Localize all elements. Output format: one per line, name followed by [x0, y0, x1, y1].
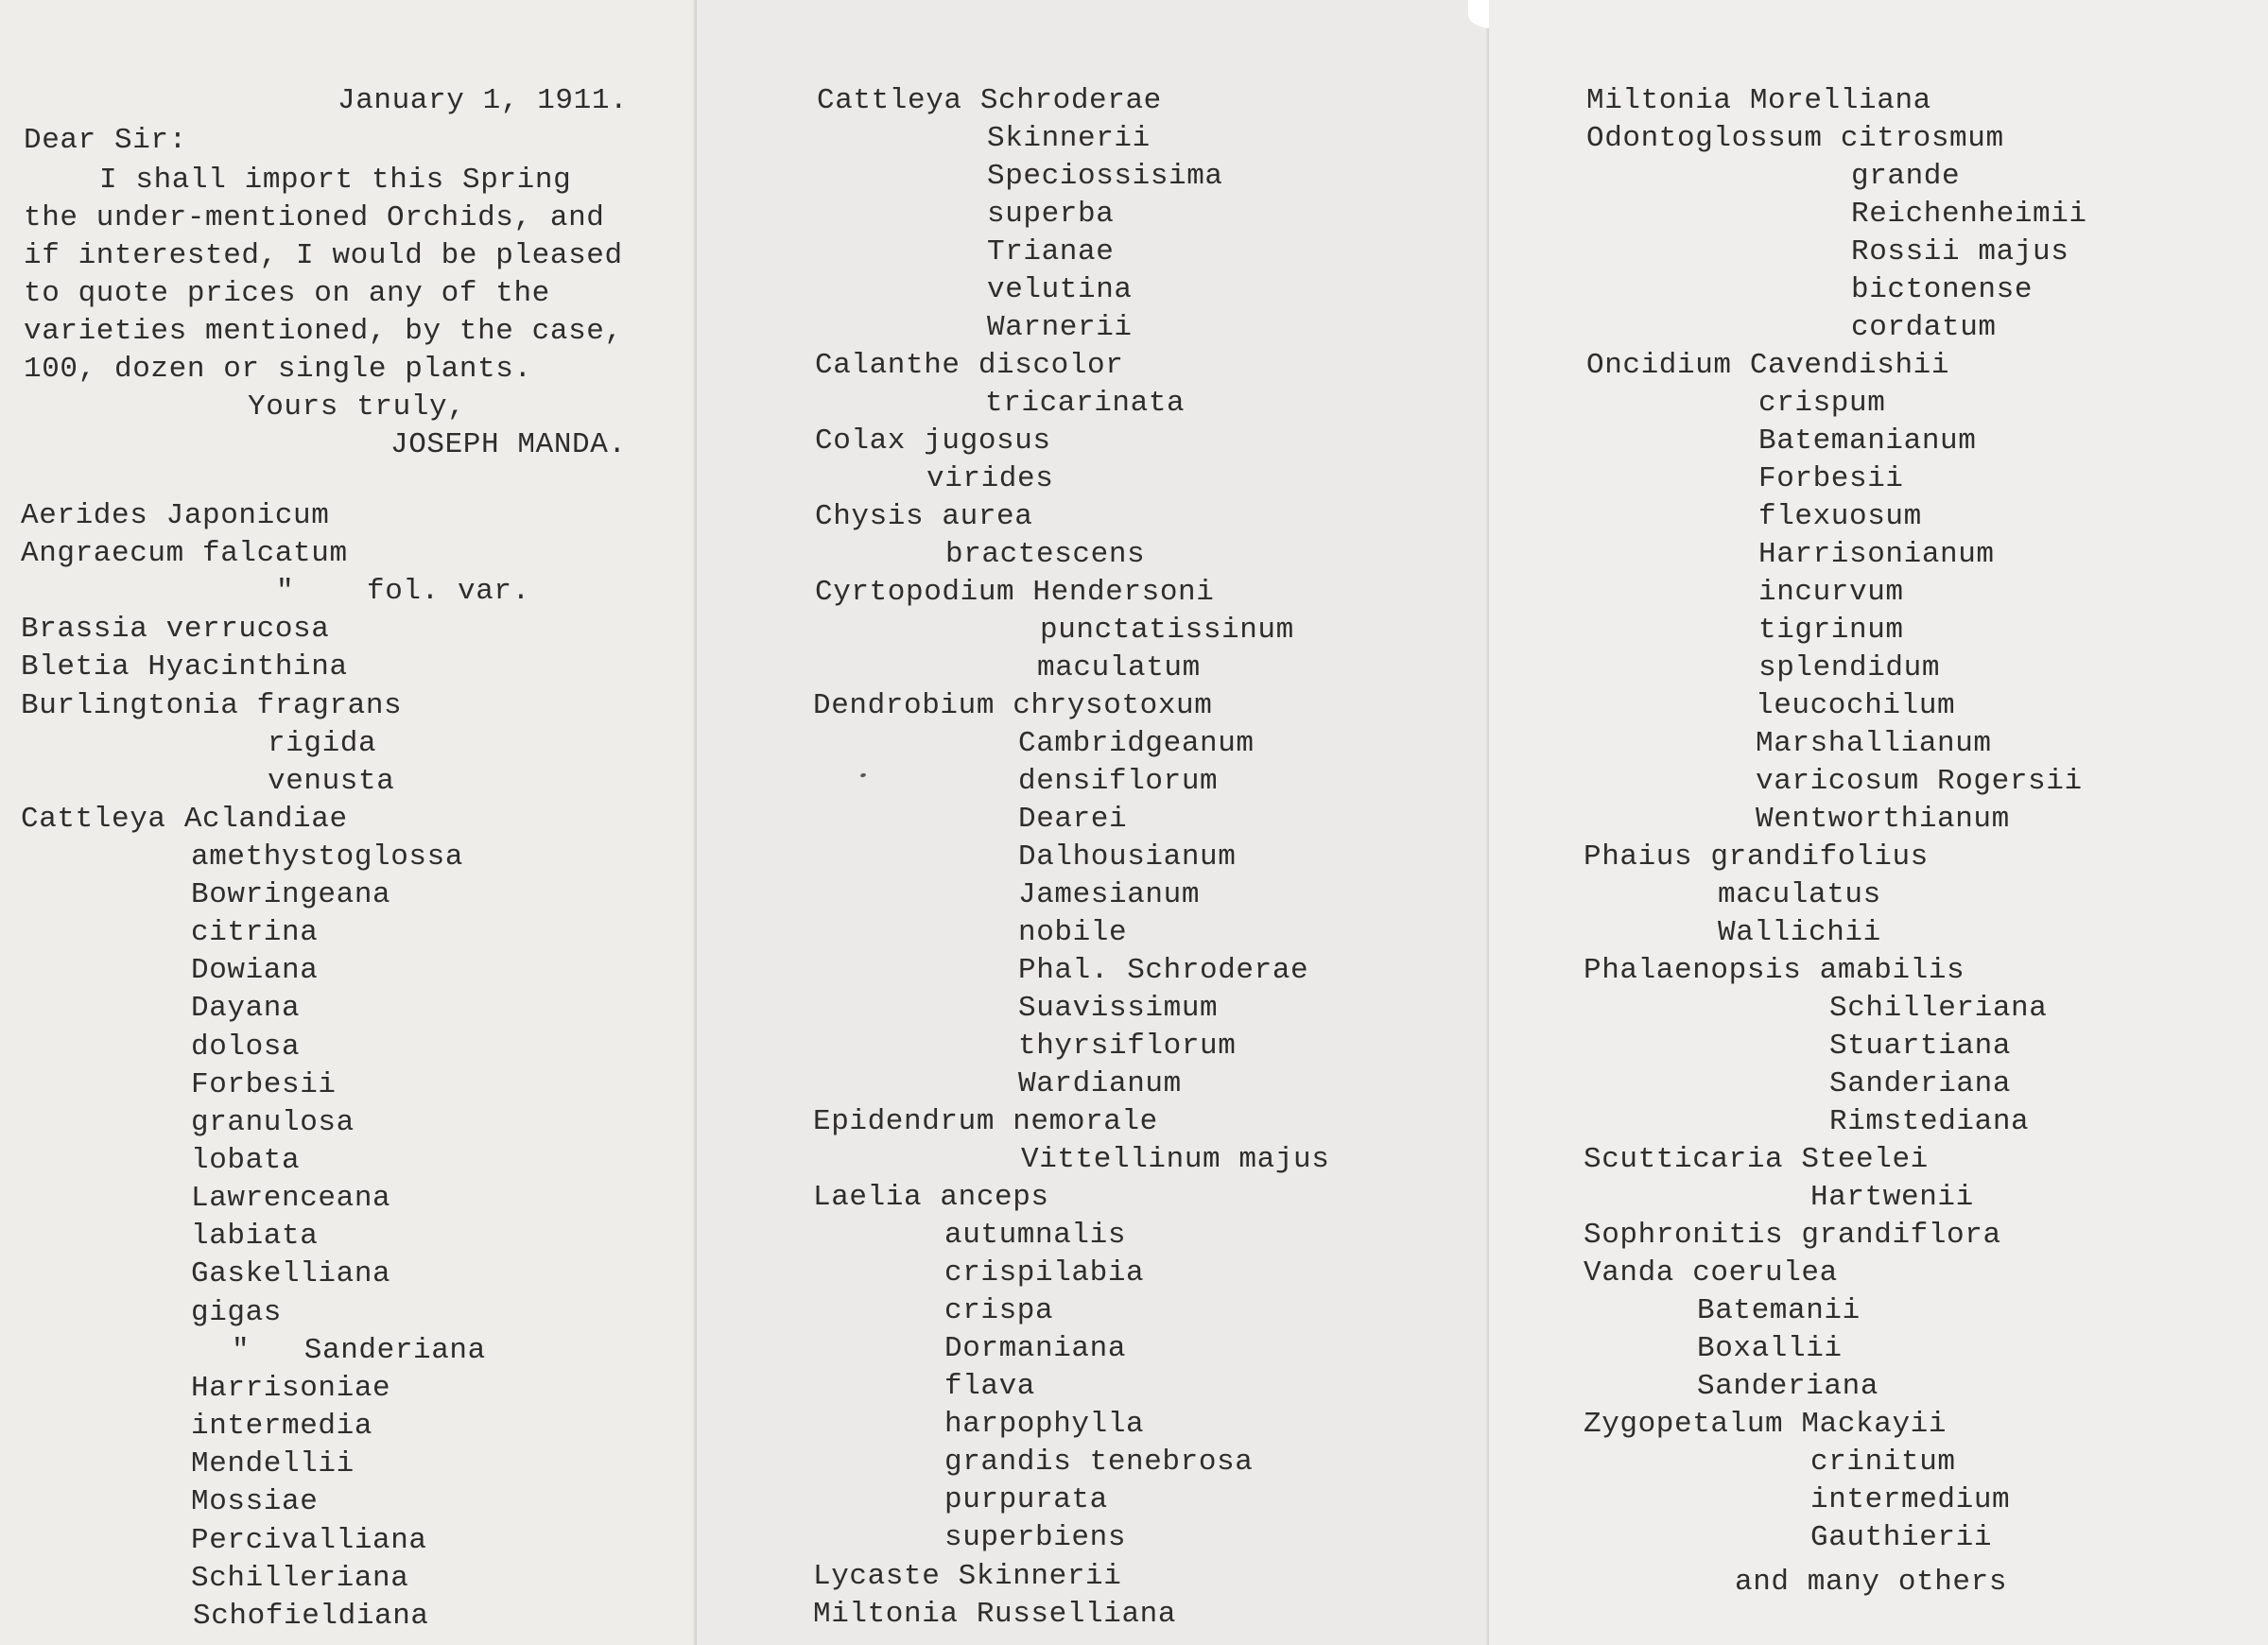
orchid-entry: Gaskelliana	[191, 1257, 391, 1290]
orchid-entry: Dalhousianum	[1018, 840, 1237, 874]
orchid-entry: Hartwenii	[1810, 1181, 1974, 1214]
orchid-entry: Dendrobium chrysotoxum	[813, 689, 1213, 722]
letter-body-line: varieties mentioned, by the case,	[24, 315, 623, 348]
orchid-entry: Wardianum	[1018, 1067, 1182, 1100]
orchid-entry: Cattleya Aclandiae	[21, 803, 348, 836]
orchid-entry: Sanderiana	[1697, 1370, 1879, 1403]
orchid-entry: Stuartiana	[1829, 1030, 2012, 1063]
orchid-entry: Wentworthianum	[1756, 803, 2010, 836]
orchid-entry: Miltonia Morelliana	[1586, 84, 1931, 117]
orchid-entry: Forbesii	[191, 1068, 337, 1101]
letter-body-line: if interested, I would be pleased	[24, 239, 623, 272]
orchid-entry: autumnalis	[944, 1219, 1127, 1252]
orchid-entry: flexuosum	[1758, 500, 1922, 533]
orchid-entry: grandis tenebrosa	[944, 1446, 1254, 1479]
orchid-entry: Jamesianum	[1018, 878, 1201, 911]
orchid-entry: crispa	[944, 1294, 1054, 1327]
orchid-entry: purpurata	[944, 1483, 1108, 1516]
orchid-entry: densiflorum	[1018, 765, 1219, 798]
orchid-entry: tricarinata	[985, 387, 1186, 420]
orchid-entry: leucochilum	[1756, 689, 1956, 722]
orchid-entry: bictonense	[1851, 273, 2034, 306]
orchid-entry: Gauthierii	[1810, 1521, 1993, 1554]
orchid-entry: citrina	[191, 916, 319, 949]
orchid-entry: nobile	[1018, 916, 1128, 949]
orchid-entry: Cyrtopodium Hendersoni	[815, 576, 1215, 609]
orchid-entry: dolosa	[191, 1030, 301, 1064]
orchid-entry: Scutticaria Steelei	[1584, 1143, 1929, 1176]
orchid-entry: crispilabia	[944, 1256, 1145, 1290]
orchid-entry: Trianae	[987, 235, 1115, 268]
letter-body-line: to quote prices on any of the	[24, 277, 550, 310]
orchid-entry: splendidum	[1758, 651, 1941, 684]
orchid-entry: Harrisoniae	[191, 1372, 391, 1405]
orchid-entry: Dowiana	[191, 954, 319, 987]
orchid-entry: Batemanianum	[1758, 424, 1977, 458]
orchid-entry: Cattleya Schroderae	[817, 84, 1162, 117]
letter-closing: Yours truly,	[248, 390, 466, 424]
orchid-entry: Bowringeana	[191, 878, 391, 911]
orchid-entry: Schilleriana	[191, 1562, 409, 1595]
orchid-entry: Vittellinum majus	[1021, 1143, 1330, 1176]
orchid-entry: Phalaenopsis amabilis	[1584, 954, 1965, 987]
orchid-entry: intermedia	[191, 1410, 373, 1443]
orchid-entry: venusta	[268, 765, 395, 798]
orchid-entry: Percivalliana	[191, 1524, 427, 1557]
orchid-entry: Wallichii	[1718, 916, 1881, 949]
orchid-entry: harpophylla	[944, 1408, 1145, 1441]
orchid-entry: Epidendrum nemorale	[813, 1105, 1158, 1138]
letter-date: January 1, 1911.	[338, 84, 629, 117]
orchid-entry: grande	[1851, 160, 1961, 193]
orchid-entry: Dayana	[191, 992, 301, 1025]
right-panel	[1489, 0, 2268, 1645]
left-panel	[0, 0, 697, 1645]
orchid-entry: Miltonia Russelliana	[813, 1598, 1177, 1631]
orchid-entry: superbiens	[944, 1521, 1127, 1554]
orchid-entry: punctatissinum	[1040, 614, 1294, 647]
orchid-entry: Phal. Schroderae	[1018, 954, 1309, 987]
orchid-entry: Burlingtonia fragrans	[21, 689, 403, 722]
orchid-entry: crispum	[1758, 387, 1886, 420]
letter-body-line: I shall import this Spring	[99, 164, 572, 197]
orchid-entry: Lycaste Skinnerii	[813, 1560, 1122, 1593]
orchid-entry: Boxallii	[1697, 1332, 1843, 1365]
orchid-entry: Zygopetalum Mackayii	[1584, 1408, 1948, 1441]
orchid-entry: Schofieldiana	[193, 1600, 429, 1633]
orchid-entry: Phaius grandifolius	[1584, 840, 1929, 874]
orchid-entry: maculatus	[1718, 878, 1881, 911]
orchid-entry: Oncidium Cavendishii	[1586, 349, 1950, 382]
orchid-entry: Rimstediana	[1829, 1105, 2030, 1138]
orchid-entry: intermedium	[1810, 1483, 2011, 1516]
letter-body-line: the under-mentioned Orchids, and	[24, 201, 605, 234]
orchid-entry: crinitum	[1810, 1446, 1956, 1479]
letter-signature: JOSEPH MANDA.	[390, 428, 627, 461]
orchid-entry: Mossiae	[191, 1485, 319, 1518]
letter-salutation: Dear Sir:	[24, 124, 187, 157]
orchid-entry: bractescens	[945, 538, 1146, 571]
orchid-entry: Laelia anceps	[813, 1181, 1049, 1214]
orchid-entry: " Sanderiana	[232, 1334, 486, 1367]
orchid-entry: Sanderiana	[1829, 1067, 2012, 1100]
orchid-entry: Warnerii	[987, 311, 1133, 344]
orchid-entry: Vanda coerulea	[1584, 1256, 1838, 1290]
orchid-entry: " fol. var.	[276, 575, 530, 608]
orchid-entry: and many others	[1735, 1566, 2008, 1599]
orchid-entry: Angraecum falcatum	[21, 537, 348, 570]
orchid-entry: virides	[926, 462, 1054, 495]
orchid-entry: Cambridgeanum	[1018, 727, 1255, 760]
letter-body-line: 100, dozen or single plants.	[24, 353, 532, 386]
paper-speck	[859, 772, 866, 778]
orchid-entry: Harrisonianum	[1758, 538, 1995, 571]
orchid-entry: Suavissimum	[1018, 992, 1219, 1025]
orchid-entry: Schilleriana	[1829, 992, 2048, 1025]
orchid-entry: granulosa	[191, 1106, 355, 1139]
orchid-entry: varicosum Rogersii	[1756, 765, 2083, 798]
orchid-entry: Aerides Japonicum	[21, 499, 330, 532]
orchid-entry: tigrinum	[1758, 614, 1904, 647]
orchid-entry: Skinnerii	[987, 122, 1151, 155]
orchid-entry: Chysis aurea	[815, 500, 1033, 533]
orchid-entry: amethystoglossa	[191, 840, 464, 874]
orchid-entry: gigas	[191, 1296, 283, 1329]
orchid-entry: lobata	[191, 1144, 301, 1177]
orchid-entry: Reichenheimii	[1851, 198, 2087, 231]
orchid-entry: superba	[987, 198, 1115, 231]
orchid-entry: Odontoglossum citrosmum	[1586, 122, 2004, 155]
orchid-entry: Bletia Hyacinthina	[21, 650, 348, 684]
orchid-entry: velutina	[987, 273, 1133, 306]
orchid-entry: Calanthe discolor	[815, 349, 1124, 382]
orchid-entry: Dormaniana	[944, 1332, 1127, 1365]
orchid-entry: incurvum	[1758, 576, 1904, 609]
orchid-entry: Dearei	[1018, 803, 1128, 836]
orchid-entry: Lawrenceana	[191, 1182, 391, 1215]
orchid-entry: Marshallianum	[1756, 727, 1992, 760]
orchid-entry: Mendellii	[191, 1447, 355, 1480]
orchid-entry: labiata	[191, 1220, 319, 1253]
orchid-entry: Speciossisima	[987, 160, 1223, 193]
middle-panel	[697, 0, 1489, 1645]
orchid-entry: Forbesii	[1758, 462, 1904, 495]
orchid-entry: maculatum	[1037, 651, 1201, 684]
orchid-entry: Colax jugosus	[815, 424, 1051, 458]
orchid-entry: flava	[944, 1370, 1036, 1403]
orchid-entry: Batemanii	[1697, 1294, 1861, 1327]
orchid-entry: Sophronitis grandiflora	[1584, 1219, 2001, 1252]
orchid-entry: Rossii majus	[1851, 235, 2069, 268]
orchid-entry: cordatum	[1851, 311, 1997, 344]
orchid-entry: Brassia verrucosa	[21, 613, 330, 646]
orchid-entry: rigida	[268, 727, 377, 760]
orchid-entry: thyrsiflorum	[1018, 1030, 1237, 1063]
